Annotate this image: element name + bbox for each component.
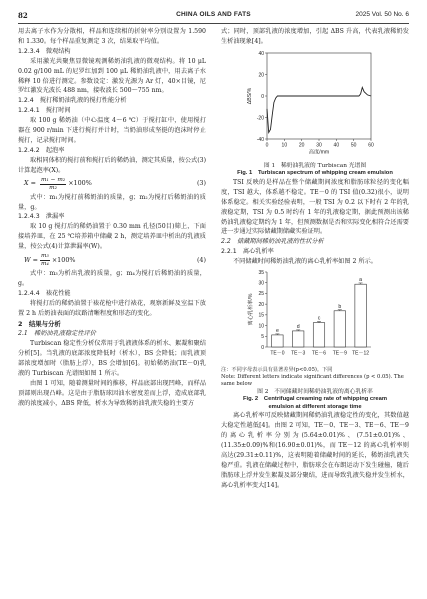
y-axis-label: 离心乳析率/%: [248, 293, 254, 326]
y-tick-label: 35: [258, 269, 264, 276]
section-heading: 2 结果与分析: [18, 319, 61, 328]
figure-1: [221, 47, 409, 178]
equation-lhs: X =: [24, 179, 36, 188]
significance-letter: a: [359, 277, 363, 284]
right-column: [221, 27, 409, 491]
volume-info: 2025 Vol. 50 No. 6: [355, 11, 409, 18]
y-axis-label: ΔBS/%: [247, 87, 253, 105]
journal-name: CHINA OILS AND FATS: [176, 11, 251, 18]
x-tick-label: 50: [350, 142, 357, 149]
equation-denominator: m₄: [41, 261, 49, 268]
section-heading: 2.1 稀奶油乳液稳定性评价: [18, 330, 96, 338]
section-heading: 1.2.4.4 裱花性能: [18, 289, 71, 297]
equation-tail: ×100%: [51, 255, 76, 264]
y-tick-label: -40: [256, 136, 264, 143]
x-tick-label: TE－12: [352, 350, 370, 357]
section-heading: 2.2 储藏期间稀奶油乳液的性状分析: [221, 238, 324, 246]
x-tick-label: TE－3: [291, 350, 306, 357]
paragraph: Turbiscan 稳定性分析仪常用于乳液液体系的析水、絮凝和聚结分析[5]。当乳液的底部浓度降低时（析水），BS 会降低；而乳液顶部浓度增加时（脂肪上浮），BS 会增加[6]。初始稀奶油(TE－0)乳液的 Turbiscan 光谱图如图 1 所示。: [18, 340, 206, 378]
equation-fraction: [40, 177, 66, 192]
paragraph: 式；同时，顶部乳液的浓度增加，引起 ΔBS 升高，代表乳液稀奶发生析油现象[4]。: [221, 28, 409, 45]
y-tick-label: 40: [258, 50, 264, 57]
section-heading: 2.2.1 离心乳析率: [221, 248, 274, 256]
x-axis-label: 高度/mm: [308, 149, 330, 156]
paragraph: TSI 反映的是样品在整个储藏期间浓度和脂肪球粒径的变化幅度，TSI 越大，体系越不稳定。TE－0 的 TSI 值(0.32)很小，说明体系稳定。相关实验经验表明，一般 TSI 为 0.2 以下时有 2 年的乳液稳定期，TSI 为 0.5 时约有 1 年的乳液稳定期，据此预测出该稀奶油乳液稳定期约为 1 年，但预测数据是否和实际变化相符合还需要进一步通过实际储藏期储藏实验证明。: [221, 178, 409, 236]
creaming-rate-chart: [221, 267, 409, 363]
bar: [313, 323, 324, 347]
section-heading: 1.2.4.3 泄漏率: [18, 213, 65, 221]
figure-caption-cn: 图 1 稀奶油乳液的 Turbiscan 光谱图: [263, 162, 367, 169]
paragraph: 将搅打后的稀奶油置于裱花枪中进行裱花，观察新鲜及室温下放置 2 h 后奶油表面的纹路清晰程度和形态的变化。: [18, 299, 206, 317]
x-tick-label: TE－9: [332, 350, 347, 357]
figure-caption-en: Fig. 1 Turbiscan spectrum of whipping cream emulsion: [237, 170, 393, 177]
y-tick-label: 10: [258, 323, 264, 330]
figure-note-en: Note: Different letters indicate significant differences (p < 0.05). The same below: [221, 374, 404, 388]
paragraph: 取 10 g 搅打后的稀奶油置于 0.30 mm 孔径(50目)筛上，下面接培养皿，在 25 ℃培养箱中储藏 2 h，测定培养皿中析出的乳液质量，按公式(4)计算泄漏率(W)。: [18, 223, 206, 251]
paragraph: 采用激光共聚焦显微镜观测稀奶油乳液的微观结构。将 10 μL 0.02 g/100 mL 的尼罗红加到 100 μL 稀奶油乳液中，用去离子水稀释 10 倍进行测定。参数设定：激发光源为 Ar 灯，40×目镜，尼罗红激发光波长 488 nm，接收波长 500～755 nm。: [18, 57, 206, 95]
section-heading: 1.2.4.1 搅打时间: [18, 107, 71, 115]
equation-numerator: m₁ − m₂: [41, 176, 66, 183]
equation-number: (4): [196, 255, 206, 264]
page-number: 82: [18, 11, 28, 20]
figure-caption-cn: 图 2 不同储藏时间稀奶油乳液的离心乳析率: [257, 388, 373, 395]
y-tick-label: 30: [258, 280, 264, 287]
y-tick-label: -20: [256, 115, 264, 122]
paragraph: 由图 1 可知，随着测量时间的推移，样品底部出现凹峰，而样品顶部则出现凸峰。这是由于脂肪球因油水密度差而上浮，造成底部乳液的浓度减小，ΔBS 降低，析水为导致稀奶油乳液失稳的主要方: [18, 380, 206, 407]
paragraph: 式中：m₃为析出乳液的质量，g；m₄为搅打后稀奶油的质量，g。: [18, 270, 206, 287]
y-tick-label: 20: [258, 72, 264, 79]
turbiscan-chart: [221, 47, 409, 159]
significance-letter: e: [275, 327, 279, 334]
y-tick-label: 25: [258, 291, 264, 298]
section-heading: 1.2.4 搅打稀奶油乳液的搅打性能分析: [18, 97, 127, 105]
paragraph: 取相同体积的搅打前和搅打后的稀奶油，测定其质量，按公式(3)计算起泡率(X)。: [18, 156, 206, 174]
equation-number: (3): [196, 179, 206, 188]
x-tick-label: 40: [333, 142, 340, 149]
figure-2: [221, 267, 409, 411]
x-tick-label: 20: [298, 142, 305, 149]
equation-lhs: W =: [24, 255, 38, 264]
header-rule: [18, 23, 409, 24]
figure-caption-en: Fig. 2 Centrifugal creaming rate of whipping cream: [243, 396, 387, 403]
y-tick-label: 0: [261, 344, 264, 351]
y-tick-label: 0: [261, 93, 264, 100]
y-tick-label: 15: [258, 312, 264, 319]
bar: [292, 331, 303, 347]
series-line: [267, 87, 371, 132]
equation-fraction: [40, 253, 50, 268]
x-tick-label: 0: [265, 142, 269, 149]
x-tick-label: TE－6: [311, 350, 327, 357]
bar: [272, 335, 283, 347]
section-heading: 1.2.3.4 微观结构: [18, 47, 71, 55]
significance-letter: d: [296, 323, 300, 330]
equation-denominator: m₂: [49, 184, 57, 191]
section-heading: 1.2.4.2 起泡率: [18, 146, 65, 154]
y-tick-label: 5: [261, 334, 264, 341]
bar: [334, 311, 345, 347]
figure-caption-en-line2: emulsion at different storage time: [268, 403, 362, 410]
paragraph: 离心乳析率可反映储藏期间稀奶油乳液稳定性的变化，其数值越大稳定性越低[4]。由图 2 可知，TE－0、TE－3、TE－6、TE－9 的离心乳析率分别为(5.64±0.01)%、(7.51±0.01)%、(11.35±0.09)%和(16.90±0.01)%，而 TE－12 的离心乳析率则高达(29.31±0.11)%，这表明随着储藏时间的延长，稀奶油乳液失稳严重。乳液在储藏过程中，脂肪球会在布朗运动下发生碰撞，随后脂肪球上浮并发生絮凝及部分聚结，进而导致乳液失稳并发生析水，离心乳析率变大[14]。: [221, 412, 409, 489]
equation-4: [18, 252, 206, 269]
paragraph: 不同储藏时间稀奶油乳液的离心乳析率如图 2 所示。: [233, 258, 377, 266]
significance-letter: b: [338, 303, 342, 310]
equation-3: [18, 176, 206, 193]
bar: [355, 284, 366, 347]
equation-numerator: m₃: [41, 253, 49, 260]
x-tick-label: TE－0: [270, 350, 285, 357]
x-tick-label: 10: [281, 142, 288, 149]
paragraph: 用去离子水作为分散相，样品和连续相的折射率分别设置为 1.590 和 1.330。每个样品重复测定 3 次，结果取平均值。: [18, 28, 206, 45]
significance-letter: c: [317, 315, 321, 322]
paragraph: 式中：m₁为搅打前稀奶油的质量，g；m₂为搅打后稀奶油的质量，g。: [18, 193, 206, 211]
x-tick-label: 30: [316, 142, 322, 149]
figure-note-cn: 注：不同字母表示具有显著差异(p<0.05)。下同: [221, 366, 333, 373]
equation-tail: ×100%: [68, 179, 92, 188]
left-column: [18, 27, 206, 409]
y-tick-label: 20: [258, 302, 264, 309]
x-tick-label: 60: [368, 142, 374, 149]
paragraph: 取 100 g 稀奶油（中心温度 4～6 ℃）于搅打缸中，使用搅打器在 900 r/min 下进行搅打并计时，当奶油形成坚挺的泡沫时停止搅打，记录搅打时间。: [18, 117, 206, 144]
